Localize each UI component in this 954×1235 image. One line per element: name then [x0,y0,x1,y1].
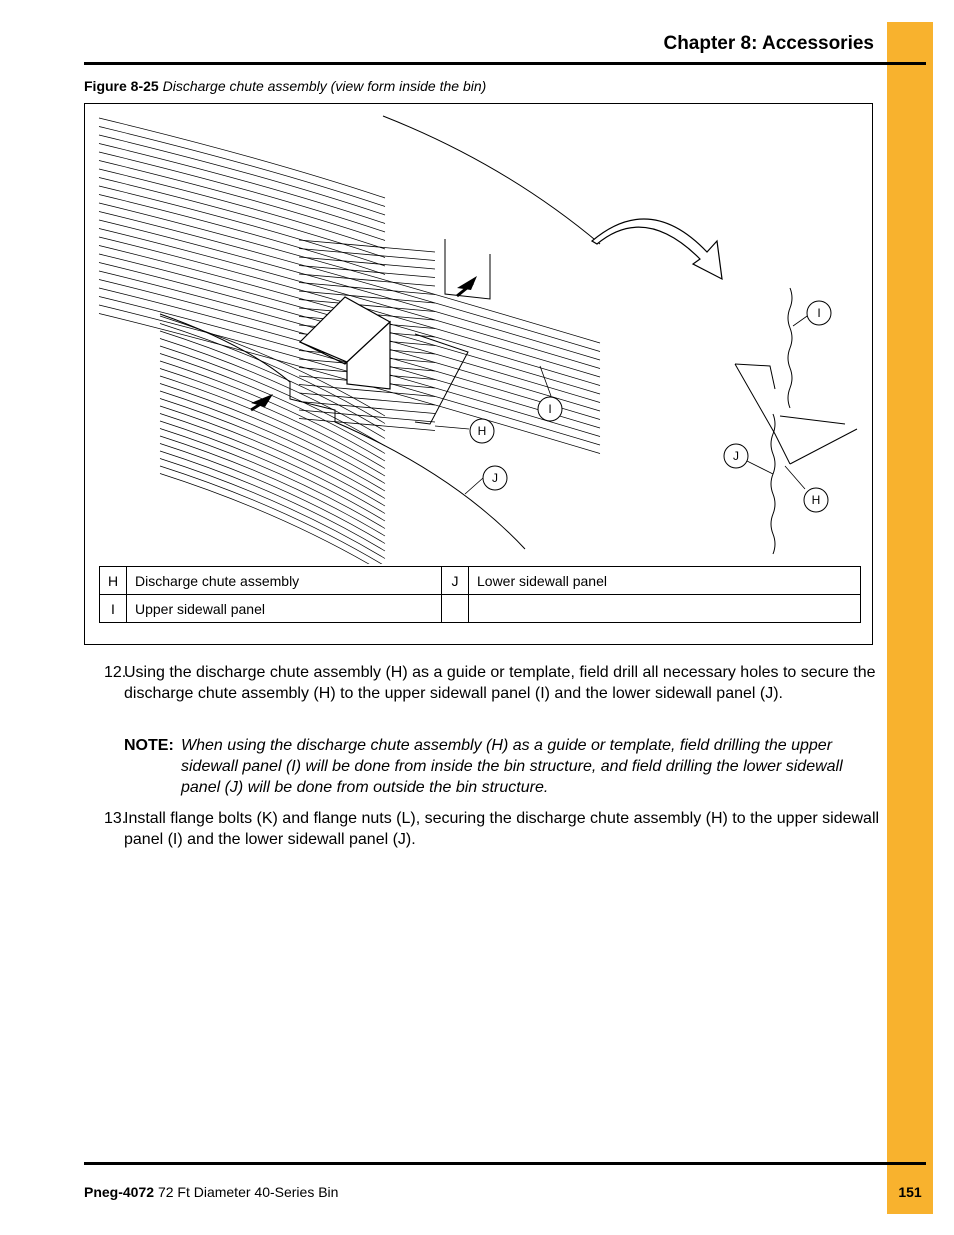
detail-section-view [735,288,857,554]
page-number: 151 [898,1184,922,1200]
corrugation-line [99,135,385,215]
figure-caption-text: Discharge chute assembly (view form inside the bin) [162,78,487,94]
figure-number: Figure 8-25 [84,78,159,94]
header-rule [84,62,926,65]
legend-key: H [100,567,127,595]
step-12 [104,662,884,704]
callout-j-main-label: J [492,471,498,485]
footer-doc-info [84,1184,338,1200]
corrugation-line [99,186,385,266]
note-block [124,735,884,798]
corrugation-line [99,118,385,198]
step-number: 13. [104,810,127,827]
callout-h-main-label: H [477,424,487,438]
note-text: When using the discharge chute assembly (H) as a guide or template, field drilling the upper sidewall panel (I) will be done from inside the bin structure, and field drilling the lower sidewall panel (J) will be done from outside the bin structure. [181,737,843,796]
figure-caption [84,78,486,94]
step-text: Install flange bolts (K) and flange nuts (L), securing the discharge chute assembly (H) to the upper sidewall panel (I) and the lower sidewall panel (J). [124,810,880,848]
legend-label: Discharge chute assembly [127,567,442,595]
detail-curved-arrow [592,219,722,279]
step-number: 12. [104,664,127,681]
corrugation-line [160,466,385,564]
chapter-title: Chapter 8: Accessories [663,33,874,54]
arrow-upper [457,276,477,296]
corrugation-line [99,127,385,207]
corrugation-line [99,178,385,258]
legend-key [442,595,469,623]
step-text: Using the discharge chute assembly (H) as a guide or template, field drill all necessary holes to secure the discharge chute assembly (H) to the upper sidewall panel (I) and the lower sidewall panel (J). [124,664,876,702]
callout-i-main-label: I [548,402,552,416]
upper-sidewall-outline [383,116,600,299]
chapter-side-tab [887,22,933,1214]
legend-row [100,567,861,595]
footer-rule [84,1162,926,1165]
figure-legend-table [99,566,861,623]
step-13 [104,808,884,850]
corrugation-line [99,152,385,232]
corrugation-line [99,195,385,275]
legend-key: J [442,567,469,595]
discharge-chute-illustration [85,104,872,564]
note-label: NOTE: [124,737,174,754]
footer-doc-title: 72 Ft Diameter 40-Series Bin [157,1184,339,1200]
corrugation-line [99,144,385,224]
legend-label [469,595,861,623]
corrugation-line [99,169,385,249]
callout-j-detail-label: J [733,449,739,463]
callout-h-detail-label: H [811,493,821,507]
legend-row [100,595,861,623]
legend-label: Upper sidewall panel [127,595,442,623]
legend-label: Lower sidewall panel [469,567,861,595]
callout-i-detail-label: I [817,306,821,320]
corrugation-line [99,161,385,241]
legend-key: I [100,595,127,623]
footer-doc-id: Pneg-4072 [84,1184,155,1200]
figure-frame [84,103,873,645]
